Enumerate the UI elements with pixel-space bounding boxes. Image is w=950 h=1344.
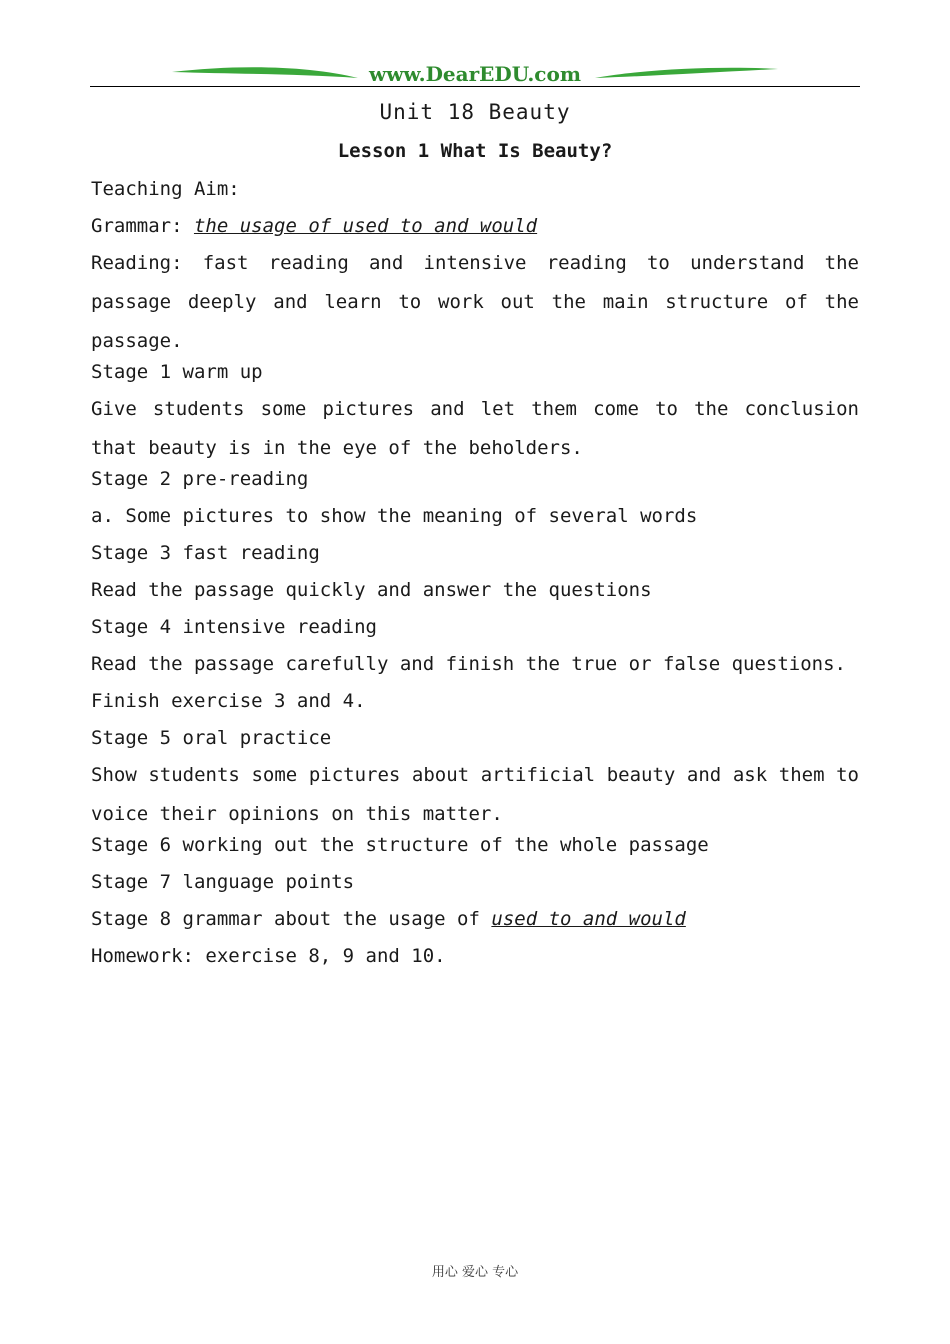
grammar-label: Grammar: [91,215,194,237]
teaching-aim-heading: Teaching Aim: [91,178,240,200]
page-title: Unit 18 Beauty [379,100,571,124]
grammar-value: the usage of used to and would [193,215,538,237]
stage-8-prefix: Stage 8 grammar about the usage of [91,908,492,930]
page-header [90,58,860,92]
stage-1-text: Give students some pictures and let them come to the conclusion that beauty is in the eye of the beholders. [91,398,859,459]
stage-6-title: Stage 6 working out the structure of the whole passage [91,834,709,856]
stage-8-line [91,906,859,943]
reading-paragraph: Reading: fast reading and intensive reading to understand the passage deeply and learn to work out the main structure of the passage. [91,252,859,352]
page-footer: 用心 爱心 专心 [431,1265,519,1280]
logo-text: www.DearEDU.com [368,62,581,86]
stage-1-title: Stage 1 warm up [91,361,263,383]
stage-2-text: a. Some pictures to show the meaning of several words [91,505,698,527]
lesson-plan-body [91,176,859,980]
stage-5-title: Stage 5 oral practice [91,727,332,749]
stage-3-text: Read the passage quickly and answer the questions [91,579,652,601]
stage-4-title: Stage 4 intensive reading [91,616,377,638]
stage-5-text: Show students some pictures about artificial beauty and ask them to voice their opinions on this matter. [91,764,859,825]
stage-2-title: Stage 2 pre-reading [91,468,309,490]
stage-7-title: Stage 7 language points [91,871,355,893]
lesson-subtitle: Lesson 1 What Is Beauty? [337,140,613,162]
homework-line: Homework: exercise 8, 9 and 10. [91,945,446,967]
stage-4-text-2: Finish exercise 3 and 4. [91,690,366,712]
header-rule [90,86,860,87]
stage-8-emph: used to and would [491,908,686,930]
stage-3-title: Stage 3 fast reading [91,542,320,564]
stage-4-text: Read the passage carefully and finish the true or false questions. [91,653,846,675]
